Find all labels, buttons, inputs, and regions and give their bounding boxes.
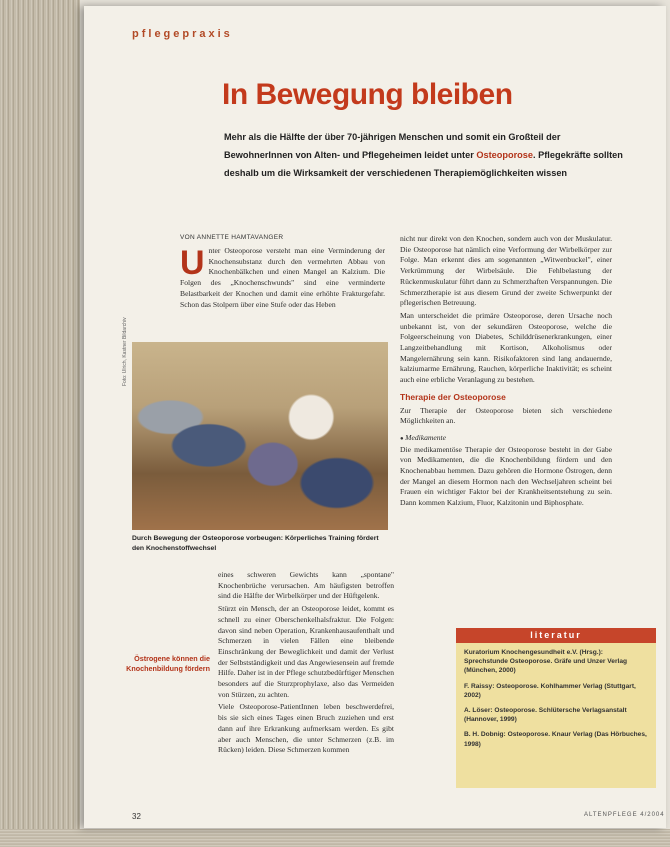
article-title: In Bewegung bleiben [222,78,513,111]
bullet-heading-medication: ● Medikamente [400,433,612,445]
literature-box [456,628,656,788]
section-label: pflegepraxis [132,28,233,40]
literature-list [456,643,656,749]
literature-heading: literatur [456,628,656,643]
paragraph: Zur Therapie der Osteoporose bieten sich verschiedene Möglichkeiten an. [400,405,612,426]
literature-item: B. H. Dobnig: Osteoporose. Knaur Verlag (Das Hörbuches, 1998) [464,731,647,748]
author-byline: VON ANNETTE HAMTAVANGER [180,234,284,241]
article-left-column [218,570,394,758]
literature-item: Kuratorium Knochengesundheit e.V. (Hrsg.): Sprechstunde Osteoporose. Gräfe und Unzer Verlag (München, 2000) [464,649,628,675]
book-bottom-edges [0,829,670,847]
paragraph: Man unterscheidet die primäre Osteoporose, deren Ursache noch unbekannt ist, von der sekundären Osteoporose, welche die Folgeerscheinung von Diabetes, Schilddrüsenerkrankungen, einer Langzeitbehandlung mit Kortison, Alkoholismus oder Mangelernährung sein kann. Risikofaktoren sind lang andauernde, kalziumarme Ernährung, Rauchen, körperliche Inaktivität; es scheint auch eine erbliche Veranlagung zu bestehen. [400,310,612,385]
paragraph: eines schweren Gewichts kann „spontane" Knochenbrüche verursachen. Am häufigsten betroffen sind die Hälfte der Wirbelkörper und der Hüftgelenk. [218,570,394,601]
article-lead [224,128,629,182]
literature-item: F. Raissy: Osteoporose. Kohlhammer Verlag (Stuttgart, 2002) [464,682,636,699]
paragraph: Die medikamentöse Therapie der Osteoporose besteht in der Gabe von Medikamenten, die die Knochenbildung fördern und den Knochenabbau hemmen. Dazu gehören die Hormone Östrogen, denn der Mangel an diesem Hormon nach den Wechseljahren scheint bei Frauen ein wichtiger Faktor bei der Krankheitsentstehung zu sein. Dann kommen Kalzium, Fluor, Kalzitonin und Biphosphate. [400,444,612,508]
paragraph: Viele Osteoporose-PatientInnen leben beschwerdefrei, bis sie sich eines Tages einen Bruch zuziehen und erst dann auf ihre Erkrankung aufmerksam werden. Es gibt aber auch Menschen, die unter Schmerzen (z.B. im Rücken) leiden. Diese Schmerzen kommen [218,702,394,755]
magazine-page [84,6,666,828]
lead-text-end: . Pflegekräfte sollten deshalb um die Wirksamkeit der verschiedenen Therapiemöglichkeiten wissen [224,150,623,178]
photo-caption: Durch Bewegung der Osteoporose vorbeugen: Körperliches Training fördert den Knochenstoffwechsel [132,535,379,552]
literature-item: A. Löser: Osteoporose. Schlütersche Verlagsanstalt (Hannover, 1999) [464,707,627,724]
paragraph: Stürzt ein Mensch, der an Osteoporose leidet, kommt es schnell zu einer Oberschenkelhalsfraktur. Die Folgen: davon sind neben Operation, Krankenhausaufenthalt und Schmerzen in vielen Fällen eine bleibende Einschränkung der Beweglichkeit und damit der Verlust der Selbstständigkeit und das Angewiesensein auf fremde Hilfe. Daher ist in der Pflege schutzbedürftiger Menschen besonders auf die Sturzprophylaxe, also das Vermeiden von Stürzen, zu achten. [218,604,394,699]
lead-text-start: Mehr als die Hälfte der über 70-jährigen Menschen und somit ein Großteil der BewohnerInnen von Alten- und Pflegeheimen leidet unter [224,132,561,160]
paragraph: nicht nur direkt von den Knochen, sondern auch von der Muskulatur. Die Osteoporose hat nämlich eine Verformung der Wirbelkörper zur Folge. Man erkennt dies am sogenannten „Witwenbuckel", einer Verkrümmung der Wirbelsäule. Die Fehlbelastung der Rückenmuskulatur führt dann zu Schmerzhaften Verspannungen. Die Schmerztherapie ist aus diesem Grund der zweite Schwerpunkt der pflegerischen Betreuung. [400,234,612,308]
page-number: 32 [132,812,141,821]
magazine-footer: ALTENPFLEGE 4/2004 [584,812,665,818]
subheading-therapy: Therapie der Osteoporose [400,391,506,402]
drop-cap: U [180,244,205,282]
lead-highlight: Osteoporose [476,150,534,160]
photo-credit: Foto: Ulrich, Kastner Bildarchiv [122,317,128,386]
article-photo-exercise-group [132,342,388,530]
article-intro-column [180,246,385,310]
intro-paragraph: nter Osteoporose versteht man eine Verminderung der Knochensubstanz durch den vermehrten Abbau von Knochenbälkchen und einen Mangel an Kalzium. Die Folgen des „Knochenschwunds" sind eine verminderte Belastbarkeit der Knochen und damit eine erhöhte Frakturgefahr. Schon das Stolpern über eine Stufe oder das Heben [180,246,385,309]
article-right-column [400,234,612,511]
book-page-edges [0,0,80,847]
pull-quote: Östrogene können die Knochenbildung fördern [126,654,210,673]
